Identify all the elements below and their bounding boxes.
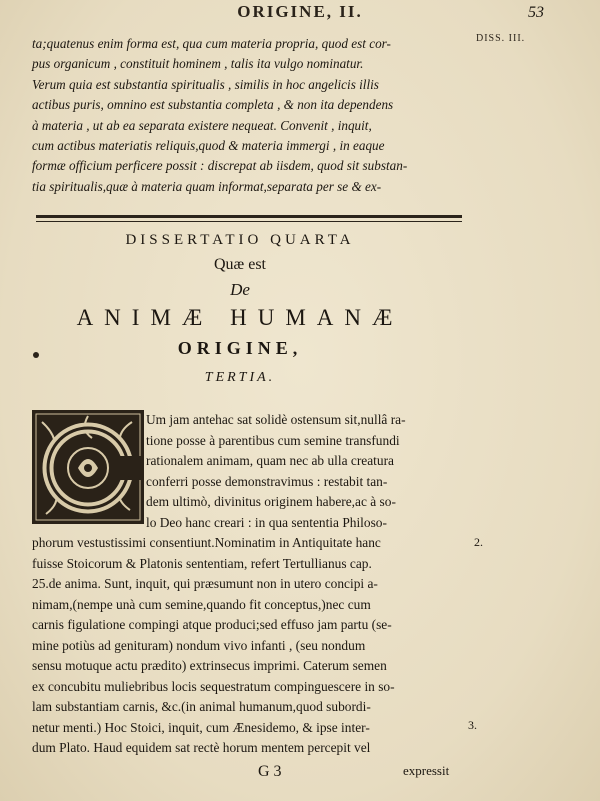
text-line: tia spiritualis,quæ à materia quam informat,separata per se & ex- [32,178,382,194]
text-line: 25.de anima. Sunt, inquit, qui præsumunt non in utero concipi a- [32,576,378,591]
text-line: nimam,(nempe unà cum semine,quando fit conceptus,)nec cum [32,596,371,612]
text-line: formæ officium perficere possit : discrepat ab iisdem, quod sit substan- [32,158,408,174]
text-line: ta;quatenus enim forma est, qua cum materia propria, quod est cor- [32,36,391,51]
margin-mark: 3. [468,718,477,732]
margin-mark: 2. [474,535,483,549]
text-line: netur menti.) Hoc Stoici, inquit, cum Ænesidemo, & ipse inter- [32,719,370,735]
text-line: Um jam antehac sat solidè ostensum sit,nullâ ra- [146,412,406,427]
page-number: 53 [528,4,544,21]
text-line: dum Plato. Haud equidem sat rectè horum mentem percepit vel [32,740,371,755]
text-line: fuisse Stoicorum & Platonis sententiam, refert Tertullianus cap. [32,555,372,571]
text-line: à materia , ut ab ea separata existere nequeat. Convenit , inquit, [32,117,372,133]
main-paragraph [32,410,472,759]
text-line: conferri posse demonstravimus : restabit tan- [146,473,388,489]
text-line: Verum quia est substantia spiritualis , similis in hoc angelicis illis [32,76,379,92]
text-line: rationalem animam, quam nec ab ulla creatura [146,453,394,468]
text-line: tione posse à parentibus cum semine transfundi [146,432,400,448]
text-line: pus organicum , constituit hominem , talis ita vulgo nominatur. [32,56,364,72]
signature-mark: G 3 [258,763,282,780]
section-divider-rule [36,215,462,222]
text-line: dem ultimò, divinitus originem habere,ac à so- [146,494,396,509]
text-line: phorum vestustissimi consentiunt.Nominatim in Antiquitate hanc [32,535,381,550]
preceding-paragraph [32,34,472,197]
section-subtitle: Quæ est [214,256,266,273]
text-line: cum actibus materiatis reliquis,quod & materia immergi , in eaque [32,138,385,154]
running-head: ORIGINE, II. [237,2,363,21]
catchword: expressit [403,763,450,778]
text-line: lam substantiam carnis, &c.(in animal humanum,quod subordi- [32,699,371,714]
section-de: De [230,280,250,299]
ink-dot [33,352,39,358]
text-line: actibus puris, omnino est substantia completa , & non ita dependens [32,97,394,113]
text-line: sensu motuque actu prædito) extrinsecus imprimi. Caterum semen [32,658,387,673]
section-main-title: ANIMÆ HUMANÆ [76,305,404,330]
section-origine: ORIGINE, [177,338,303,358]
text-line: ex concubitu muliebribus locis sequestratum compinguescere in so- [32,678,395,694]
text-line: lo Deo hanc creari : in qua sententia Philoso- [146,514,387,530]
text-line: mine potiùs ad genituram) nondum vivo infanti , (seu nondum [32,637,366,653]
section-tertia: TERTIA. [204,370,276,385]
text-line: carnis figulatione compingi atque produci;sed effuso jam partu (se- [32,617,392,632]
section-title: DISSERTATIO QUARTA [125,232,355,248]
margin-reference: DISS. III. [476,33,526,44]
